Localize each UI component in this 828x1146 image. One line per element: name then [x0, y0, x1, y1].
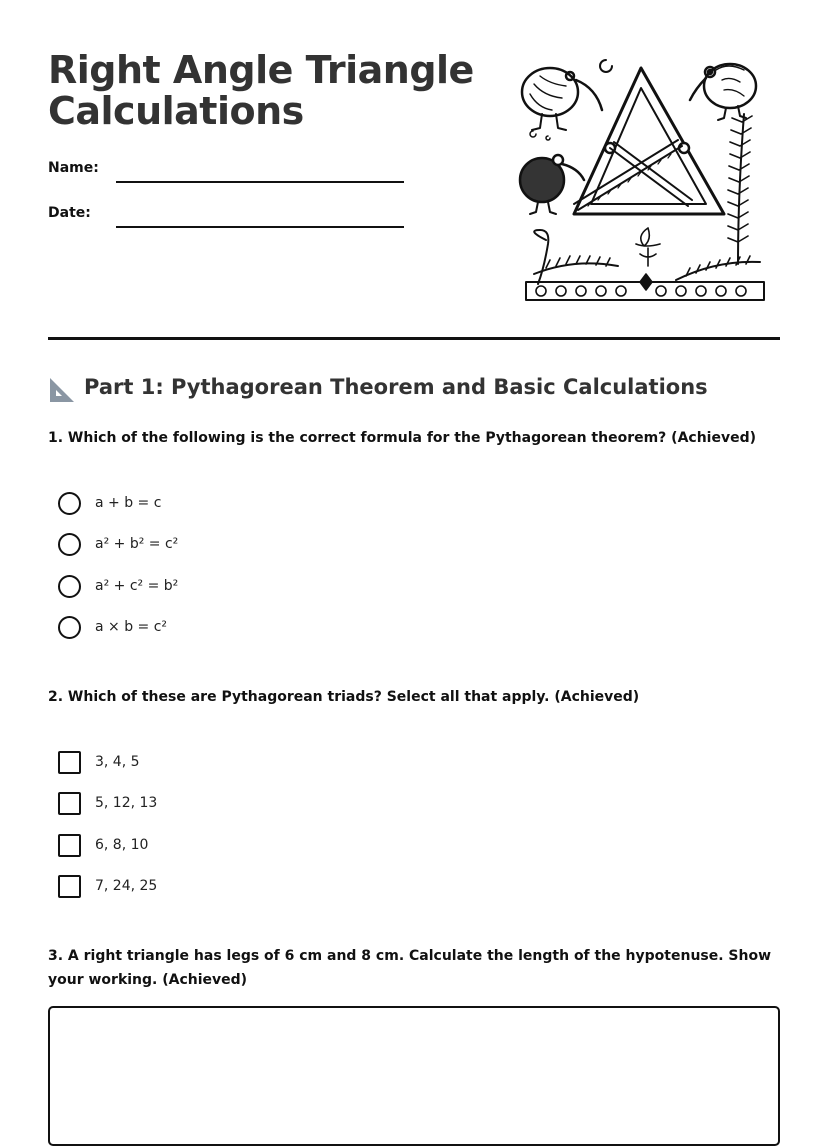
- triangle-drawing-icon: [574, 68, 724, 214]
- q2-option-2[interactable]: [58, 792, 358, 816]
- q1-option-3[interactable]: [58, 575, 358, 599]
- q1-option-2[interactable]: [58, 533, 358, 557]
- option-label: a + b = c: [95, 495, 162, 511]
- radio-button[interactable]: [58, 533, 81, 556]
- radio-button[interactable]: [58, 492, 81, 515]
- q1-option-1[interactable]: [58, 492, 358, 516]
- option-label: 7, 24, 25: [95, 878, 158, 894]
- checkbox[interactable]: [58, 875, 81, 898]
- answer-text-area[interactable]: [48, 1006, 780, 1146]
- header-divider: [48, 337, 780, 340]
- set-square-icon: [48, 376, 76, 404]
- option-label: a × b = c²: [95, 619, 168, 635]
- radio-button[interactable]: [58, 616, 81, 639]
- name-line[interactable]: [116, 181, 404, 183]
- worksheet-title: [48, 50, 478, 132]
- date-label: Date:: [48, 205, 91, 221]
- option-label: 5, 12, 13: [95, 795, 158, 811]
- part-1-title: Part 1: Pythagorean Theorem and Basic Calculations: [84, 375, 708, 399]
- part-1-heading: [48, 374, 788, 406]
- checkbox[interactable]: [58, 792, 81, 815]
- fern-icon: [728, 114, 752, 264]
- name-label: Name:: [48, 160, 99, 176]
- date-field[interactable]: [48, 205, 408, 235]
- radio-button[interactable]: [58, 575, 81, 598]
- title-line-1: Right Angle Triangle: [48, 48, 474, 92]
- checkbox[interactable]: [58, 751, 81, 774]
- date-line[interactable]: [116, 226, 404, 228]
- q1-option-4[interactable]: [58, 616, 358, 640]
- name-field[interactable]: [48, 160, 408, 190]
- question-3-text: 3. A right triangle has legs of 6 cm and 8 cm. Calculate the length of the hypotenuse. Show your working. (Achieved): [48, 948, 772, 988]
- kiwi-bird-icon: [520, 155, 584, 214]
- question-1-text: 1. Which of the following is the correct formula for the Pythagorean theorem? (Achieved): [48, 430, 757, 446]
- option-label: a² + b² = c²: [95, 536, 179, 552]
- q2-option-1[interactable]: [58, 751, 358, 775]
- kiwi-bird-icon: [522, 60, 612, 140]
- kiwi-triangle-illustration: [516, 54, 768, 310]
- option-label: 3, 4, 5: [95, 754, 140, 770]
- kiwi-bird-icon: [690, 64, 756, 120]
- checkbox[interactable]: [58, 834, 81, 857]
- q2-option-4[interactable]: [58, 875, 358, 899]
- option-label: 6, 8, 10: [95, 837, 149, 853]
- title-line-2: Calculations: [48, 89, 304, 133]
- option-label: a² + c² = b²: [95, 578, 179, 594]
- question-2-text: 2. Which of these are Pythagorean triads? Select all that apply. (Achieved): [48, 689, 640, 705]
- q2-option-3[interactable]: [58, 834, 358, 858]
